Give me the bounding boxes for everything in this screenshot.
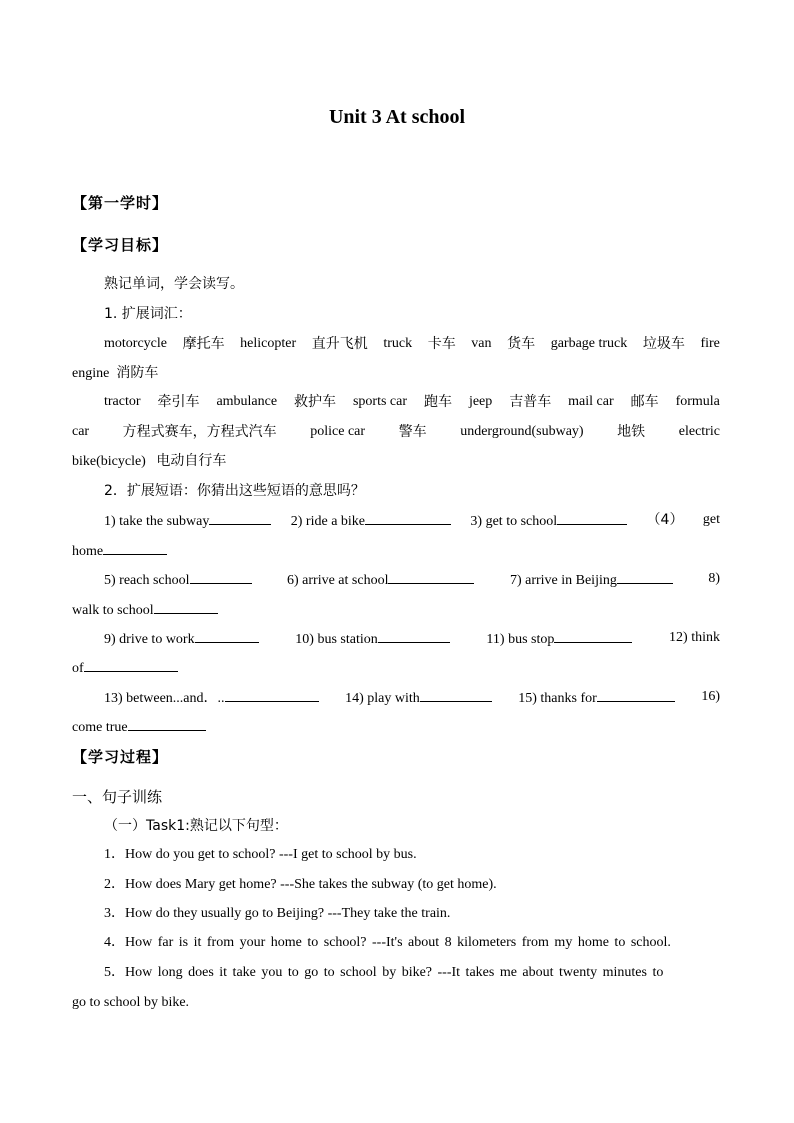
vocab-meaning: 警车 [398,424,427,440]
phrase-item: 10) bus station [295,632,378,647]
vocab-heading: 1. 扩展词汇： [104,306,192,322]
answer-blank[interactable] [554,628,632,643]
vocab-word: van [471,336,492,351]
answer-blank[interactable] [557,510,627,525]
vocab-line-4 [72,422,720,442]
answer-blank[interactable] [597,687,675,702]
answer-blank[interactable] [617,569,673,584]
answer-blank[interactable] [420,687,492,702]
vocab-meaning: 电动自行车 [156,453,227,469]
vocab-meaning: 消防车 [116,365,159,381]
vocab-line-5 [72,451,720,472]
goal-heading: 【学习目标】 [72,236,169,254]
task-heading: （一）Task1:熟记以下句型： [104,818,288,834]
sentence-3: 3．How do they usually go to Beijing? ---They take the train. [104,906,451,921]
phrase-item: 2) ride a bike [290,514,366,529]
phrase-line-6 [72,657,720,679]
vocab-meaning: 垃圾车 [642,336,685,352]
phrase-item: come true [72,720,128,735]
phrase-item: 16) [701,689,720,704]
vocab-word: motorcycle [104,336,167,351]
vocab-meaning: 方程式赛车，方程式汽车 [122,424,277,440]
vocab-word: formula [675,394,720,409]
phrase-line-3 [104,569,720,591]
phrase-item: 12) think [669,630,720,645]
vocab-meaning: 地铁 [617,424,646,440]
vocab-word: sports car [352,394,408,409]
phrase-item: 13) between...and．.. [104,691,225,706]
vocab-meaning: 跑车 [423,394,452,410]
phrase-item: 15) thanks for [518,691,597,706]
phrase-heading: 2．扩展短语：你猜出这些短语的意思吗？ [104,483,365,499]
phrase-item: home [72,544,104,559]
phrase-item: 5) reach school [104,573,190,588]
vocab-word: police car [310,424,366,439]
vocab-meaning: 摩托车 [182,336,225,352]
vocab-line-1 [104,334,720,354]
process-heading: 【学习过程】 [72,748,169,766]
answer-blank[interactable] [195,628,259,643]
phrase-item: 11) bus stop [486,632,555,647]
answer-blank[interactable] [365,510,451,525]
vocab-meaning: 直升飞机 [311,336,368,352]
answer-blank[interactable] [154,599,218,614]
vocab-line-2 [72,363,720,384]
phrase-item: walk to school [72,603,154,618]
answer-blank[interactable] [388,569,474,584]
phrase-item: 14) play with [345,691,420,706]
vocab-meaning: 救护车 [294,394,337,410]
phrase-line-8 [72,716,720,738]
page-title: Unit 3 At school [328,106,466,128]
vocab-word: car [72,424,90,439]
sentence-5: 5．How long does it take you to go to school by bike? ---It takes me about twenty minutes to [104,965,664,980]
sentence-5-cont: go to school by bike. [72,995,190,1010]
goal-text: 熟记单词，学会读写。 [104,276,244,292]
sentence-1: 1．How do you get to school? ---I get to school by bus. [104,847,417,862]
vocab-word: engine [72,366,110,381]
answer-blank[interactable] [190,569,252,584]
answer-blank[interactable] [225,687,319,702]
phrase-item: 6) arrive at school [287,573,389,588]
vocab-word: mail car [568,394,614,409]
phrase-item: 9) drive to work [104,632,195,647]
period-heading: 【第一学时】 [72,194,169,212]
vocab-line-3 [104,392,720,412]
phrase-line-2 [72,540,720,562]
phrase-item: 8) [708,571,720,586]
phrase-line-1 [104,510,720,532]
vocab-meaning: 牵引车 [157,394,200,410]
vocab-word: bike(bicycle) [72,454,146,469]
phrase-item: 3) get to school [470,514,558,529]
answer-blank[interactable] [378,628,450,643]
phrase-item: 1) take the subway [104,514,210,529]
vocab-word: ambulance [216,394,278,409]
phrase-item: get [702,512,720,527]
phrase-item: of [72,661,84,676]
vocab-word: electric [678,424,720,439]
vocab-word: fire [700,336,720,351]
answer-blank[interactable] [128,716,206,731]
vocab-meaning: 吉普车 [509,394,552,410]
phrase-item: （4） [646,512,684,528]
phrase-line-4 [72,599,720,621]
vocab-meaning: 卡车 [427,336,456,352]
sentence-2: 2．How does Mary get home? ---She takes the subway (to get home). [104,877,497,892]
vocab-meaning: 邮车 [630,394,659,410]
vocab-meaning: 货车 [507,336,536,352]
phrase-line-7 [104,687,720,709]
vocab-word: truck [383,336,413,351]
phrase-line-5 [104,628,720,650]
vocab-word: underground(subway) [460,424,584,439]
section-heading: 一、句子训练 [72,788,163,806]
vocab-word: tractor [104,394,141,409]
answer-blank[interactable] [103,540,167,555]
vocab-word: helicopter [240,336,297,351]
answer-blank[interactable] [209,510,271,525]
sentence-4: 4．How far is it from your home to school? ---It's about 8 kilometers from my home to school. [104,935,671,950]
vocab-word: garbage truck [550,336,628,351]
vocab-word: jeep [468,394,493,409]
answer-blank[interactable] [84,657,178,672]
phrase-item: 7) arrive in Beijing [509,573,617,588]
